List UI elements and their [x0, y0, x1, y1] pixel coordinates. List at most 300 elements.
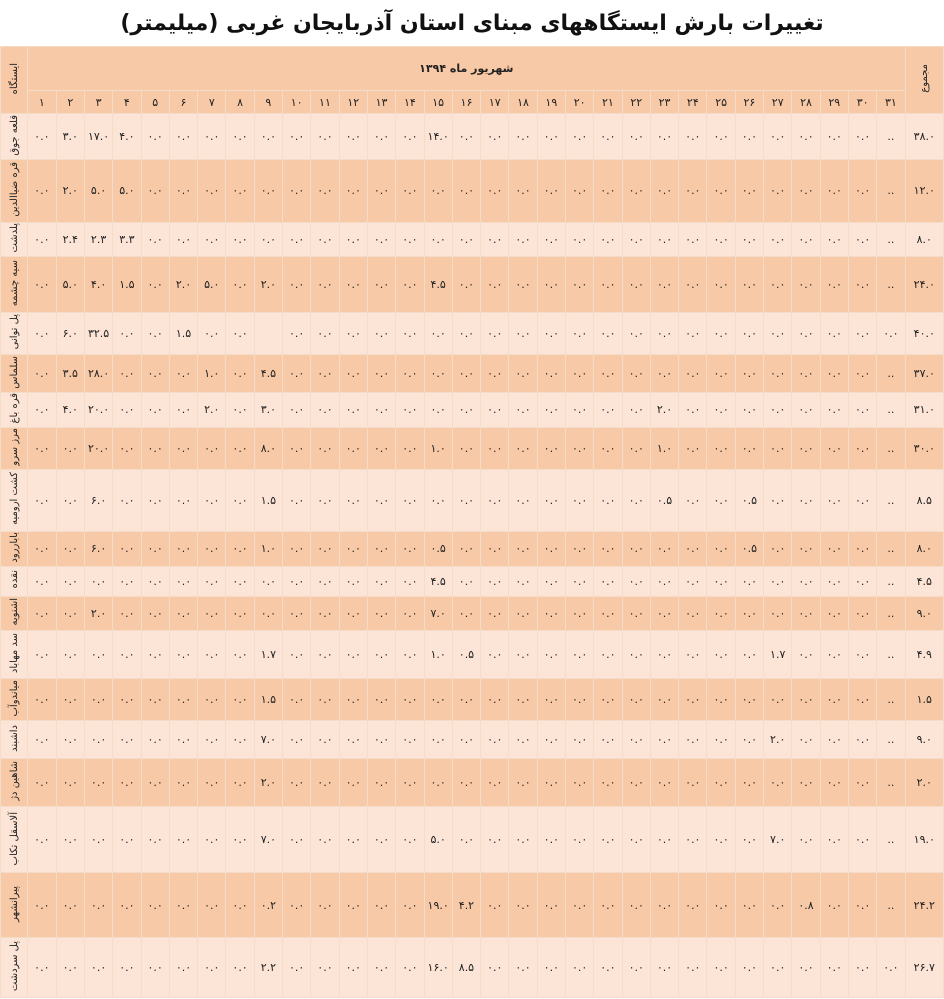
- rain-value-cell: ۴.۰: [84, 256, 112, 312]
- rain-value-cell: ۰.۰: [311, 312, 339, 354]
- rain-value-cell: ۰.۰: [848, 759, 876, 807]
- rain-value-cell: ۰.۰: [56, 566, 84, 596]
- station-cell: [1, 427, 28, 469]
- rain-value-cell: ۰.۰: [537, 256, 565, 312]
- table-row: [1, 759, 944, 807]
- rain-value-cell: ۰.۰: [198, 566, 226, 596]
- table-row: [1, 354, 944, 392]
- table-row: [1, 721, 944, 759]
- table-row: [1, 596, 944, 630]
- rain-value-cell: ۰.۰: [283, 354, 311, 392]
- rain-value-cell: [254, 312, 282, 354]
- rain-value-cell: ۲۰.۰: [84, 427, 112, 469]
- rain-value-cell: ۰.۰: [311, 937, 339, 997]
- rain-value-cell: ۸.۵: [452, 937, 480, 997]
- rain-value-cell: ۰.۰: [339, 807, 367, 873]
- rain-value-cell: ۰.۰: [141, 566, 169, 596]
- rain-value-cell: ۰.۰: [169, 160, 197, 222]
- rain-value-cell: ۰.۰: [764, 531, 792, 566]
- rain-value-cell: ۰.۰: [848, 531, 876, 566]
- rain-value-cell: ۰.۰: [707, 312, 735, 354]
- rain-value-cell: ۰.۵: [452, 630, 480, 678]
- rain-value-cell: ۰.۰: [28, 222, 57, 256]
- rain-value-cell: ۲.۰: [650, 392, 678, 427]
- rain-value-cell: ۰.۰: [169, 721, 197, 759]
- rain-value-cell: ۰.۰: [84, 873, 112, 937]
- rain-value-cell: ۰.۰: [396, 807, 424, 873]
- rain-value-cell: ۰.۰: [650, 759, 678, 807]
- rain-value-cell: ۰.۰: [283, 937, 311, 997]
- rain-value-cell: ۰.۰: [622, 469, 650, 531]
- row-total: ۱۹.۰: [905, 807, 943, 873]
- rain-value-cell: ۰.۰: [424, 312, 452, 354]
- rain-value-cell: ۰.۰: [622, 222, 650, 256]
- rain-value-cell: ۰.۰: [650, 630, 678, 678]
- row-total: ۸.۵: [905, 469, 943, 531]
- rain-value-cell: ۰.۰: [396, 531, 424, 566]
- rain-value-cell: ۰.۰: [311, 469, 339, 531]
- rain-value-cell: ۰.۰: [764, 596, 792, 630]
- rain-value-cell: ۰.۰: [56, 721, 84, 759]
- rain-value-cell: ۲.۰: [254, 256, 282, 312]
- table-row: [1, 873, 944, 937]
- rain-value-cell: ۰.۵: [735, 531, 763, 566]
- row-total: ۲۴.۲: [905, 873, 943, 937]
- station-name: قره باغ: [8, 393, 20, 424]
- rain-value-cell: ۰.۰: [650, 678, 678, 720]
- station-cell: [1, 678, 28, 720]
- rain-value-cell: ۰.۰: [254, 566, 282, 596]
- rain-value-cell: ۰.۵: [650, 469, 678, 531]
- rain-value-cell: ۰.۰: [367, 873, 395, 937]
- rain-value-cell: ۰.۰: [622, 354, 650, 392]
- rain-value-cell: ۰.۰: [820, 630, 848, 678]
- rain-value-cell: ۰.۰: [396, 114, 424, 160]
- rain-value-cell: ۰.۰: [565, 354, 593, 392]
- rain-value-cell: ۰.۰: [509, 759, 537, 807]
- rain-value-cell: ۰.۰: [311, 531, 339, 566]
- rain-value-cell: ۰.۰: [565, 469, 593, 531]
- rain-value-cell: ۰.۰: [764, 222, 792, 256]
- rain-value-cell: ۰.۰: [848, 630, 876, 678]
- rain-value-cell: ۰.۰: [311, 873, 339, 937]
- rain-value-cell: ۵.۰: [198, 256, 226, 312]
- rain-value-cell: ۰.۰: [537, 873, 565, 937]
- rain-value-cell: ۰.۰: [481, 759, 509, 807]
- rain-value-cell: ۰.۰: [113, 807, 141, 873]
- rain-value-cell: ۰.۰: [452, 531, 480, 566]
- day-number: ۱: [28, 91, 57, 114]
- table-row: [1, 630, 944, 678]
- rain-value-cell: ۰.۰: [367, 222, 395, 256]
- rain-value-cell: ۰.۰: [198, 630, 226, 678]
- row-total: ۲۴.۰: [905, 256, 943, 312]
- station-name: سیه چشمه: [8, 259, 20, 306]
- rain-value-cell: ۰.۰: [820, 469, 848, 531]
- day-number: ۵: [141, 91, 169, 114]
- rain-value-cell: ..: [877, 427, 905, 469]
- rain-value-cell: ۰.۰: [481, 721, 509, 759]
- station-name: پل سردشت: [8, 940, 20, 991]
- table-row: [1, 566, 944, 596]
- rain-value-cell: ۰.۰: [537, 427, 565, 469]
- rain-value-cell: ۰.۰: [198, 427, 226, 469]
- rain-value-cell: ۰.۰: [367, 392, 395, 427]
- rain-value-cell: ۰.۰: [283, 160, 311, 222]
- rain-value-cell: ۰.۰: [113, 678, 141, 720]
- rain-value-cell: ۰.۰: [820, 873, 848, 937]
- rain-value-cell: ۰.۰: [764, 469, 792, 531]
- table-row: [1, 312, 944, 354]
- rain-value-cell: ۰.۰: [198, 222, 226, 256]
- rain-value-cell: ۰.۰: [367, 256, 395, 312]
- rain-value-cell: ۰.۰: [622, 312, 650, 354]
- rain-value-cell: ۰.۰: [339, 469, 367, 531]
- rain-value-cell: ۰.۰: [622, 160, 650, 222]
- rain-value-cell: ۰.۰: [113, 566, 141, 596]
- rain-value-cell: ۰.۰: [339, 160, 367, 222]
- rain-value-cell: ۰.۰: [622, 678, 650, 720]
- rain-value-cell: ۰.۰: [481, 222, 509, 256]
- rain-value-cell: ۰.۰: [537, 392, 565, 427]
- rain-value-cell: ۰.۰: [169, 596, 197, 630]
- day-number: ۲۹: [820, 91, 848, 114]
- rain-value-cell: ..: [877, 469, 905, 531]
- rain-value-cell: ۰.۰: [650, 531, 678, 566]
- station-cell: [1, 807, 28, 873]
- rain-value-cell: ۰.۰: [565, 160, 593, 222]
- station-name: شاهین دژ: [8, 761, 20, 802]
- rain-value-cell: ۰.۰: [650, 354, 678, 392]
- rain-value-cell: ۰.۰: [565, 427, 593, 469]
- rain-value-cell: ۰.۰: [424, 160, 452, 222]
- rain-value-cell: ۰.۰: [396, 256, 424, 312]
- rain-value-cell: ۰.۰: [594, 596, 622, 630]
- rain-value-cell: ۰.۰: [198, 160, 226, 222]
- station-cell: [1, 873, 28, 937]
- rain-value-cell: ۰.۰: [56, 427, 84, 469]
- rain-value-cell: ۰.۰: [283, 427, 311, 469]
- rain-value-cell: ۰.۰: [848, 937, 876, 997]
- day-number: ۸: [226, 91, 254, 114]
- rain-value-cell: ۰.۰: [537, 469, 565, 531]
- station-cell: [1, 630, 28, 678]
- station-name: قلعه جوق: [8, 114, 20, 156]
- rain-value-cell: ۰.۰: [594, 678, 622, 720]
- station-cell: [1, 160, 28, 222]
- rain-value-cell: ۰.۰: [367, 354, 395, 392]
- rain-value-cell: ۰.۰: [283, 256, 311, 312]
- rain-value-cell: ۰.۰: [452, 256, 480, 312]
- day-number: ۲۶: [735, 91, 763, 114]
- rain-value-cell: ۰.۰: [622, 937, 650, 997]
- rain-value-cell: ۰.۰: [226, 354, 254, 392]
- rain-value-cell: ۰.۰: [339, 566, 367, 596]
- rain-value-cell: ۰.۰: [622, 759, 650, 807]
- rain-value-cell: ۲.۰: [764, 721, 792, 759]
- rain-value-cell: ۰.۰: [311, 222, 339, 256]
- rain-value-cell: ۰.۰: [311, 392, 339, 427]
- rain-value-cell: ۰.۰: [28, 531, 57, 566]
- rain-value-cell: ۰.۰: [311, 256, 339, 312]
- rain-value-cell: ۰.۰: [396, 721, 424, 759]
- rain-value-cell: ۰.۰: [735, 678, 763, 720]
- rain-value-cell: ۰.۰: [113, 312, 141, 354]
- rain-value-cell: ۰.۰: [311, 721, 339, 759]
- rain-value-cell: ۱.۷: [764, 630, 792, 678]
- rain-value-cell: ۰.۰: [452, 596, 480, 630]
- rain-value-cell: ۲۰.۰: [84, 392, 112, 427]
- rain-value-cell: ۰.۰: [594, 937, 622, 997]
- rain-value-cell: ۰.۰: [820, 566, 848, 596]
- rain-value-cell: ۲.۲: [254, 937, 282, 997]
- rain-value-cell: ۰.۰: [565, 807, 593, 873]
- rain-value-cell: ۰.۰: [537, 531, 565, 566]
- rain-value-cell: ۰.۰: [594, 759, 622, 807]
- rain-value-cell: ۰.۰: [565, 114, 593, 160]
- rain-value-cell: ۰.۰: [113, 873, 141, 937]
- rain-value-cell: ۰.۰: [141, 678, 169, 720]
- rain-value-cell: ۰.۰: [28, 354, 57, 392]
- rain-value-cell: ۰.۰: [594, 256, 622, 312]
- rain-value-cell: ۰.۰: [565, 630, 593, 678]
- rain-value-cell: ۰.۰: [226, 427, 254, 469]
- station-name: میاندوآب: [8, 679, 20, 717]
- precipitation-table: [0, 46, 944, 998]
- rain-value-cell: ۰.۰: [565, 873, 593, 937]
- rain-value-cell: ۰.۰: [848, 427, 876, 469]
- rain-value-cell: ۰.۰: [452, 114, 480, 160]
- rain-value-cell: ۰.۰: [113, 469, 141, 531]
- rain-value-cell: ۰.۰: [198, 937, 226, 997]
- rain-value-cell: ۲.۰: [254, 759, 282, 807]
- rain-value-cell: ۰.۰: [594, 354, 622, 392]
- rain-value-cell: ۰.۰: [707, 873, 735, 937]
- rain-value-cell: ۵.۰: [84, 160, 112, 222]
- rain-value-cell: ۰.۰: [56, 596, 84, 630]
- table-row: [1, 256, 944, 312]
- station-cell: [1, 354, 28, 392]
- rain-value-cell: ۰.۰: [169, 531, 197, 566]
- rain-value-cell: ۰.۰: [848, 256, 876, 312]
- rain-value-cell: ۴.۵: [254, 354, 282, 392]
- rain-value-cell: ۰.۰: [622, 807, 650, 873]
- rain-value-cell: ۰.۰: [311, 354, 339, 392]
- rain-value-cell: ۰.۰: [679, 114, 707, 160]
- rain-value-cell: ۰.۰: [877, 937, 905, 997]
- rain-value-cell: ۰.۰: [679, 566, 707, 596]
- total-header: [905, 47, 943, 114]
- rain-value-cell: ۰.۰: [735, 392, 763, 427]
- table-row: [1, 160, 944, 222]
- rain-value-cell: ۰.۰: [735, 937, 763, 997]
- rain-value-cell: ۰.۰: [509, 392, 537, 427]
- rain-value-cell: ۰.۰: [56, 630, 84, 678]
- row-total: ۳۱.۰: [905, 392, 943, 427]
- rain-value-cell: ۰.۰: [735, 427, 763, 469]
- station-name: سد مهاباد: [8, 632, 20, 673]
- rain-value-cell: ۰.۰: [198, 596, 226, 630]
- rain-value-cell: ۰.۰: [169, 354, 197, 392]
- station-header: [1, 47, 28, 114]
- rain-value-cell: ۰.۰: [169, 630, 197, 678]
- rain-value-cell: ۰.۰: [28, 807, 57, 873]
- rain-value-cell: ۰.۰: [679, 469, 707, 531]
- rain-value-cell: ۰.۰: [622, 531, 650, 566]
- rain-value-cell: ۰.۰: [198, 721, 226, 759]
- rain-value-cell: ۰.۰: [226, 312, 254, 354]
- rain-value-cell: ۰.۰: [311, 160, 339, 222]
- rain-value-cell: ۰.۰: [537, 114, 565, 160]
- rain-value-cell: ۰.۰: [424, 678, 452, 720]
- rain-value-cell: ۰.۰: [565, 759, 593, 807]
- day-number: ۱۶: [452, 91, 480, 114]
- rain-value-cell: ۰.۰: [509, 807, 537, 873]
- rain-value-cell: ۰.۰: [650, 222, 678, 256]
- rain-value-cell: ۷.۰: [764, 807, 792, 873]
- rain-value-cell: ۰.۰: [141, 630, 169, 678]
- rain-value-cell: ۰.۰: [283, 807, 311, 873]
- day-number: ۲: [56, 91, 84, 114]
- station-name: مرز سرو: [8, 427, 20, 466]
- rain-value-cell: ۰.۰: [679, 721, 707, 759]
- rain-value-cell: ۰.۰: [764, 427, 792, 469]
- rain-value-cell: ۰.۰: [28, 566, 57, 596]
- rain-value-cell: ۰.۰: [792, 807, 820, 873]
- rain-value-cell: ۰.۰: [56, 807, 84, 873]
- rain-value-cell: ۱۹.۰: [424, 873, 452, 937]
- rain-value-cell: ۰.۰: [622, 114, 650, 160]
- rain-value-cell: ۰.۰: [226, 630, 254, 678]
- rain-value-cell: ۰.۰: [594, 807, 622, 873]
- station-cell: [1, 566, 28, 596]
- rain-value-cell: ۰.۰: [141, 222, 169, 256]
- rain-value-cell: ۰.۰: [339, 392, 367, 427]
- rain-value-cell: ۰.۰: [792, 256, 820, 312]
- table-row: [1, 469, 944, 531]
- station-cell: [1, 256, 28, 312]
- rain-value-cell: ۰.۰: [707, 721, 735, 759]
- rain-value-cell: ۰.۰: [848, 469, 876, 531]
- rain-value-cell: ۰.۰: [820, 531, 848, 566]
- rain-value-cell: ۰.۰: [565, 531, 593, 566]
- total-header-label: مجموع: [918, 64, 930, 93]
- row-total: ۱.۵: [905, 678, 943, 720]
- row-total: ۳۸.۰: [905, 114, 943, 160]
- rain-value-cell: ۰.۰: [367, 531, 395, 566]
- rain-value-cell: ۰.۰: [650, 566, 678, 596]
- station-name: پلدشت: [8, 222, 20, 253]
- rain-value-cell: ۰.۰: [792, 427, 820, 469]
- rain-value-cell: ۰.۰: [56, 678, 84, 720]
- rain-value-cell: ۰.۰: [226, 937, 254, 997]
- rain-value-cell: ۴.۵: [424, 566, 452, 596]
- rain-value-cell: ۱۷.۰: [84, 114, 112, 160]
- rain-value-cell: ۰.۰: [339, 630, 367, 678]
- rain-value-cell: ۰.۰: [565, 721, 593, 759]
- rain-value-cell: ۷.۰: [254, 721, 282, 759]
- rain-value-cell: ۰.۰: [113, 759, 141, 807]
- rain-value-cell: ۰.۰: [396, 596, 424, 630]
- rain-value-cell: ۰.۰: [735, 256, 763, 312]
- rain-value-cell: ۰.۰: [565, 256, 593, 312]
- rain-value-cell: ۰.۰: [283, 531, 311, 566]
- rain-value-cell: ۳.۰: [254, 392, 282, 427]
- day-number: ۲۸: [792, 91, 820, 114]
- rain-value-cell: ۰.۰: [707, 937, 735, 997]
- rain-value-cell: ۰.۰: [28, 873, 57, 937]
- rain-value-cell: ۰.۰: [339, 531, 367, 566]
- day-number: ۲۱: [594, 91, 622, 114]
- rain-value-cell: ۰.۰: [283, 469, 311, 531]
- rain-value-cell: ..: [877, 114, 905, 160]
- rain-value-cell: ۰.۰: [84, 937, 112, 997]
- rain-value-cell: ۰.۰: [565, 566, 593, 596]
- station-name: اشنویه: [8, 597, 20, 626]
- rain-value-cell: ۰.۰: [679, 759, 707, 807]
- rain-value-cell: ۰.۰: [707, 256, 735, 312]
- rain-value-cell: ۰.۰: [452, 160, 480, 222]
- rain-value-cell: ۰.۰: [367, 721, 395, 759]
- rain-value-cell: ۰.۰: [735, 114, 763, 160]
- day-number: ۱۸: [509, 91, 537, 114]
- rain-value-cell: ۰.۰: [169, 678, 197, 720]
- rain-value-cell: ۰.۰: [707, 160, 735, 222]
- rain-value-cell: ۰.۰: [735, 312, 763, 354]
- rain-value-cell: ..: [877, 630, 905, 678]
- rain-value-cell: ۰.۰: [707, 114, 735, 160]
- rain-value-cell: ۰.۰: [141, 160, 169, 222]
- rain-value-cell: ۰.۰: [169, 566, 197, 596]
- rain-value-cell: ۰.۰: [311, 566, 339, 596]
- rain-value-cell: ۰.۰: [792, 312, 820, 354]
- rain-value-cell: ۰.۰: [877, 312, 905, 354]
- rain-value-cell: ۰.۰: [311, 678, 339, 720]
- rain-value-cell: ..: [877, 678, 905, 720]
- rain-value-cell: ۰.۰: [141, 531, 169, 566]
- rain-value-cell: ۰.۰: [28, 759, 57, 807]
- rain-value-cell: ۰.۰: [28, 630, 57, 678]
- rain-value-cell: ۱.۰: [424, 630, 452, 678]
- rain-value-cell: ۰.۰: [254, 114, 282, 160]
- row-total: ۲.۰: [905, 759, 943, 807]
- rain-value-cell: ۱.۵: [169, 312, 197, 354]
- rain-value-cell: ۰.۰: [820, 759, 848, 807]
- rain-value-cell: ..: [877, 160, 905, 222]
- rain-value-cell: ۰.۰: [452, 678, 480, 720]
- rain-value-cell: ۰.۰: [792, 721, 820, 759]
- rain-value-cell: ۰.۰: [226, 469, 254, 531]
- rain-value-cell: ۰.۰: [820, 721, 848, 759]
- rain-value-cell: ۰.۵: [735, 469, 763, 531]
- rain-value-cell: ۰.۰: [311, 427, 339, 469]
- rain-value-cell: ۰.۰: [848, 807, 876, 873]
- rain-value-cell: ۴.۲: [452, 873, 480, 937]
- rain-value-cell: ۰.۰: [792, 469, 820, 531]
- table-row: [1, 427, 944, 469]
- rain-value-cell: ۰.۰: [594, 427, 622, 469]
- rain-value-cell: ۰.۰: [509, 222, 537, 256]
- rain-value-cell: ۰.۰: [848, 392, 876, 427]
- rain-value-cell: ۷.۰: [254, 807, 282, 873]
- rain-value-cell: ۰.۰: [650, 160, 678, 222]
- rain-value-cell: ۰.۰: [509, 873, 537, 937]
- rain-value-cell: ۰.۵: [424, 531, 452, 566]
- rain-value-cell: ۰.۰: [820, 427, 848, 469]
- rain-value-cell: ۰.۰: [509, 566, 537, 596]
- rain-value-cell: ۰.۰: [679, 630, 707, 678]
- rain-value-cell: ۰.۰: [283, 566, 311, 596]
